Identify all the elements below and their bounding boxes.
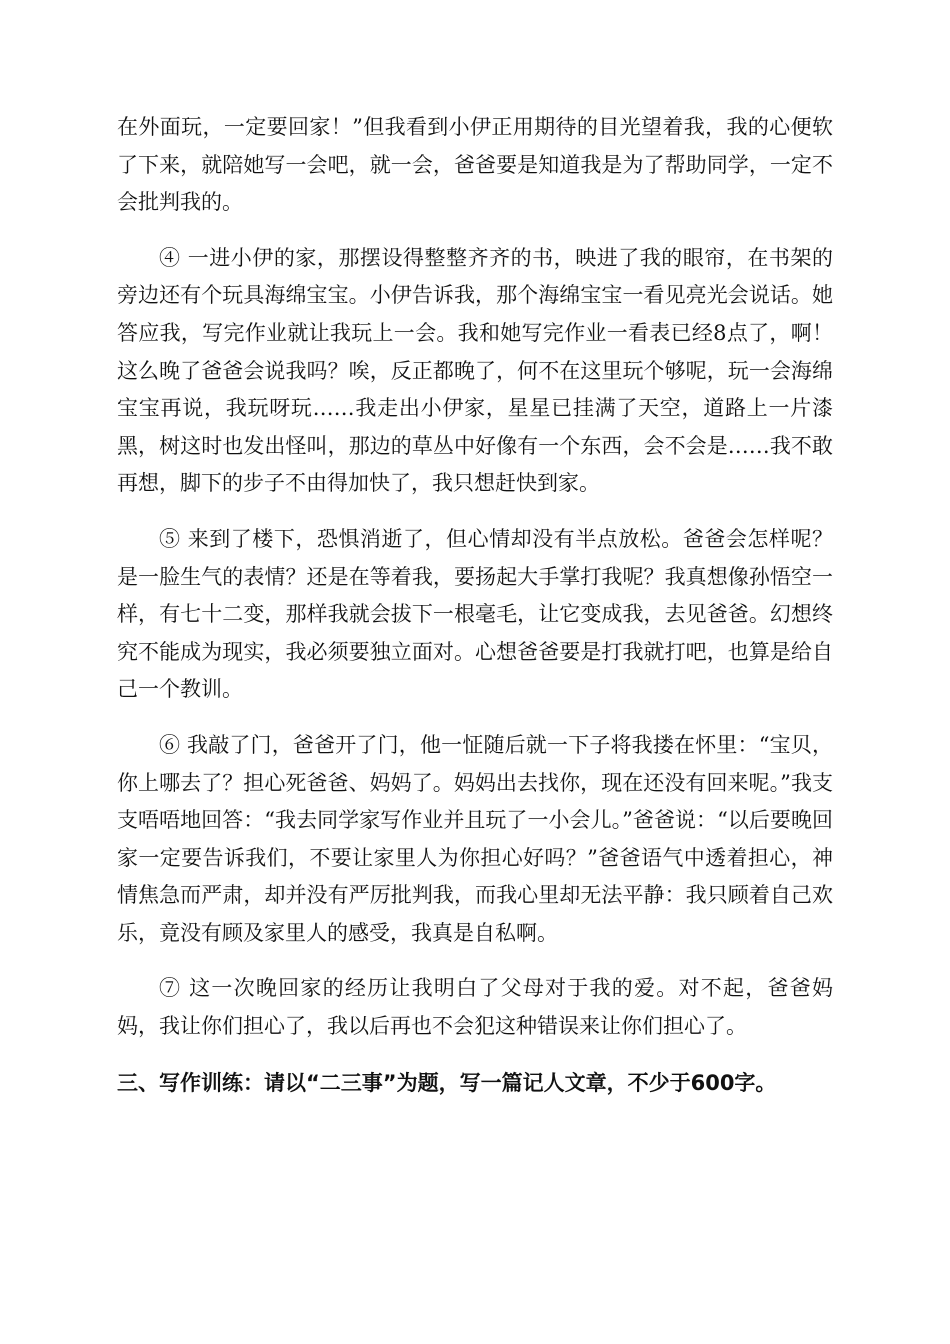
document-page xyxy=(117,109,833,1103)
paragraph-continuation: 在外面玩，一定要回家！”但我看到小伊正用期待的目光望着我，我的心便软了下来，就陪她写一会吧，就一会，爸爸要是知道我是为了帮助同学，一定不会批判我的。 xyxy=(117,115,833,215)
paragraph-4: ④ 一进小伊的家，那摆设得整整齐齐的书，映进了我的眼帘，在书架的旁边还有个玩具海绵宝宝。小伊告诉我，那个海绵宝宝一看见亮光会说话。她答应我，写完作业就让我玩上一会。我和她写完作业一看表已经8点了，啊！这么晚了爸爸会说我吗？唉，反正都晚了，何不在这里玩个够呢，玩一会海绵宝宝再说，我玩呀玩……我走出小伊家，星星已挂满了天空，道路上一片漆黑，树这时也发出怪叫，那边的草丛中好像有一个东西，会不会是……我不敢再想，脚下的步子不由得加快了，我只想赶快到家。 xyxy=(117,245,833,496)
paragraph-7: ⑦ 这一次晚回家的经历让我明白了父母对于我的爱。对不起，爸爸妈妈，我让你们担心了，我以后再也不会犯这种错误来让你们担心了。 xyxy=(117,976,833,1039)
paragraph-5: ⑤ 来到了楼下，恐惧消逝了，但心情却没有半点放松。爸爸会怎样呢？是一脸生气的表情？还是在等着我，要扬起大手掌打我呢？我真想像孙悟空一样，有七十二变，那样我就会拔下一根毫毛，让它变成我，去见爸爸。幻想终究不能成为现实，我必须要独立面对。心想爸爸要是打我就打吧，也算是给自己一个教训。 xyxy=(117,526,833,702)
paragraph-6: ⑥ 我敲了门，爸爸开了门，他一怔随后就一下子将我搂在怀里：“宝贝，你上哪去了？担心死爸爸、妈妈了。妈妈出去找你，现在还没有回来呢。”我支支唔唔地回答：“我去同学家写作业并且玩了一小会儿。”爸爸说：“以后要晚回家一定要告诉我们，不要让家里人为你担心好吗？”爸爸语气中透着担心，神情焦急而严肃，却并没有严厉批判我，而我心里却无法平静：我只顾着自己欢乐，竟没有顾及家里人的感受，我真是自私啊。 xyxy=(117,732,833,945)
writing-task-heading: 三、写作训练：请以“二三事”为题，写一篇记人文章，不少于600字。 xyxy=(117,1070,777,1095)
